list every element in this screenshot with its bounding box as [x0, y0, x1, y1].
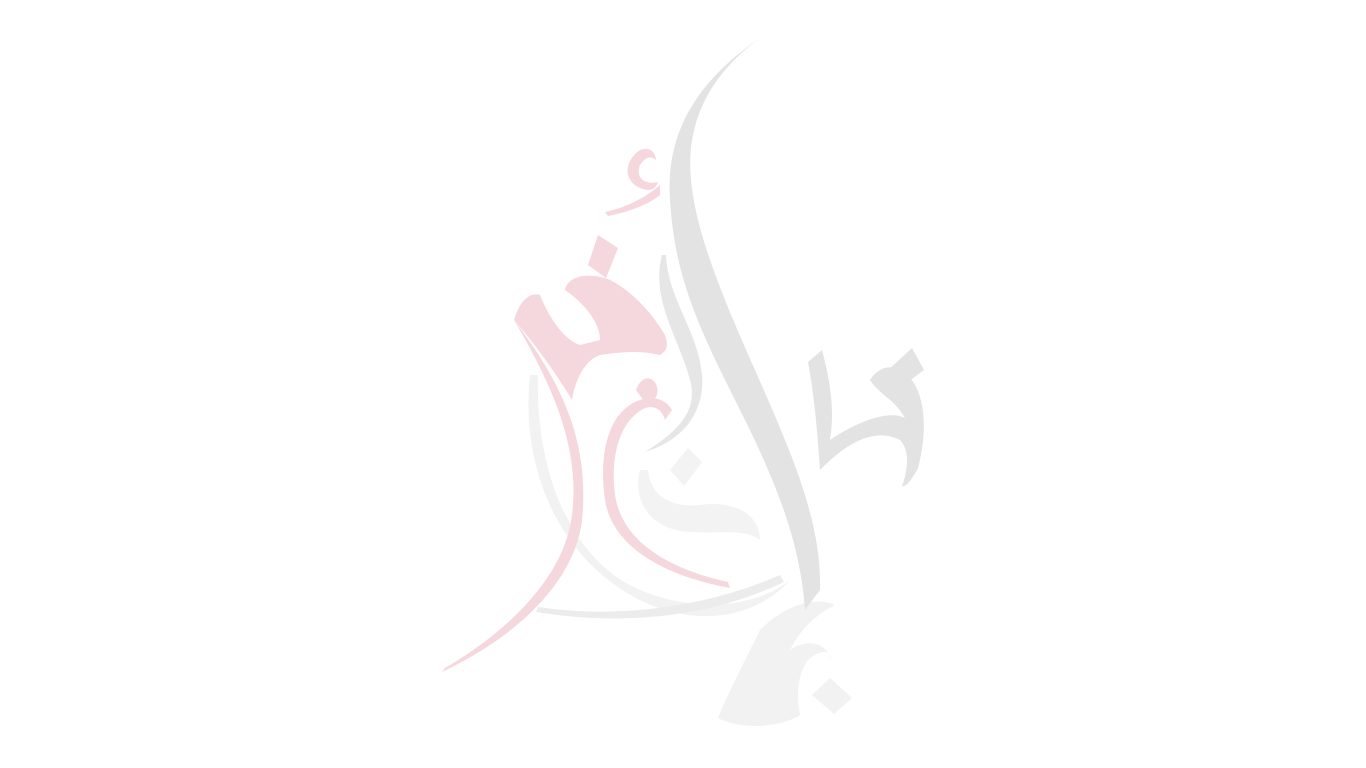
calligraphy-stroke-pink-loop — [603, 398, 730, 588]
calligraphy-dot-pink-upper — [588, 235, 618, 278]
calligraphy-dot-lower — [812, 678, 852, 714]
calligraphy-dot-middle — [670, 448, 702, 486]
calligraphy-stroke-lower-glyph — [718, 602, 835, 726]
calligraphy-stroke-baseline — [536, 575, 784, 618]
calligraphy-mark-pink-hamza — [605, 149, 660, 216]
calligraphy-stroke-middle-swash — [638, 470, 760, 540]
